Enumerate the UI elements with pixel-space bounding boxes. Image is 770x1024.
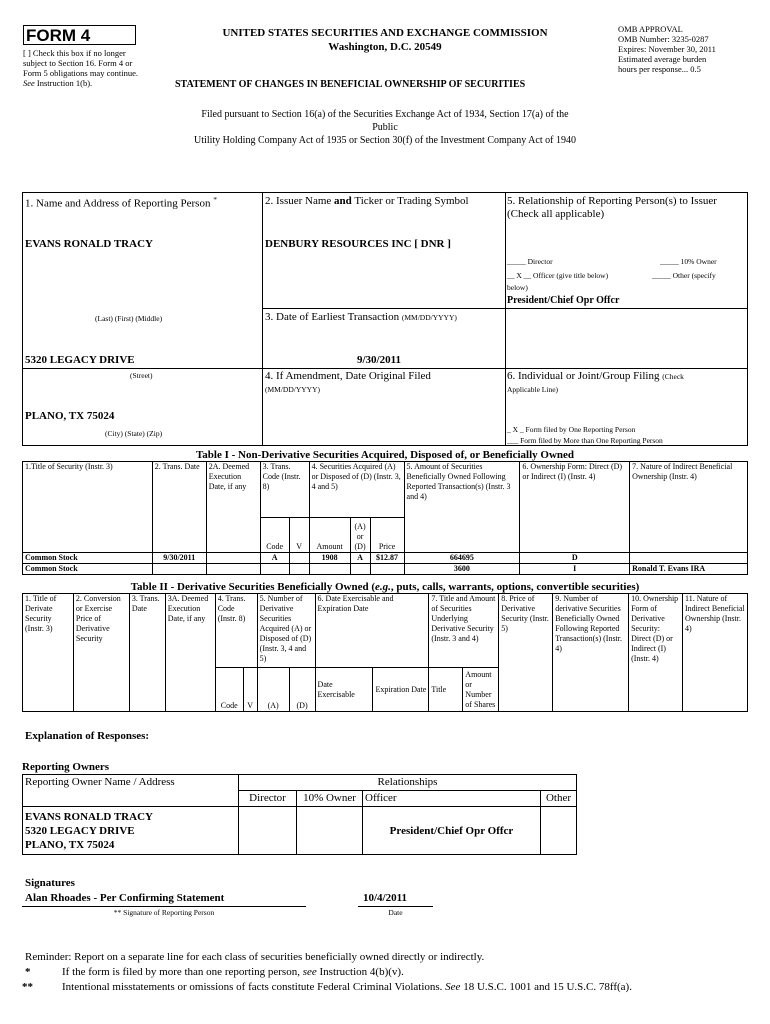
box3-label: 3. Date of Earliest Transaction (MM/DD/YYYY) <box>265 311 457 323</box>
date-label: Date <box>388 908 403 917</box>
other-below: below) <box>507 283 528 292</box>
name-parts-label: (Last) (First) (Middle) <box>95 314 163 323</box>
reporting-person-name: EVANS RONALD TRACY <box>25 238 153 250</box>
table-row: EVANS RONALD TRACY 5320 LEGACY DRIVE PLANO, TX 75024 President/Chief Opr Offcr <box>23 807 577 855</box>
signature-date: 10/4/2011 <box>363 892 408 904</box>
ten-percent-check[interactable]: _____ 10% Owner <box>660 257 717 266</box>
agency-location: Washington, D.C. 20549 <box>328 41 442 53</box>
statement-title: STATEMENT OF CHANGES IN BENEFICIAL OWNERSHIP OF SECURITIES <box>175 79 526 90</box>
explanation-heading: Explanation of Responses: <box>25 730 150 742</box>
table2: 1. Title of Derivate Security (Instr. 3) 2. Conversion or Exercise Price of Derivative Security 3. Trans. Date 3A. Deemed Execution Date, if any 4. Trans. Code (Instr. 8) 5. Number of Derivative Securities Acquired (A) or Disposed of (D) (Instr. 3, 4 and 5) 6. Date Exercisable and Expiration Date 7. Title and Amount of Securities Underlying Derivative Security (Instr. 3 and 4) 8. Price of Derivative Security (Instr. 5) 9. Number of derivative Securities Beneficially Owned Following Reported Transaction(s) (Instr. 4) 10. Ownership Form of Derivative Security: Direct (D) or Indirect (I) (Instr. 4) 11. Nature of Indirect Beneficial Ownership (Instr. 4) Code V (A) (D) Date Exercisable Expiration Date Title Amount or Number of Shares <box>22 593 748 712</box>
signer-name: Alan Rhoades - Per Confirming Statement <box>25 892 225 904</box>
omb-approval: OMB APPROVAL OMB Number: 3235-0287 Expires: November 30, 2011 Estimated average burden hours per response... 0.5 <box>618 24 716 74</box>
reminder: Reminder: Report on a separate line for each class of securities beneficially owned directly or indirectly. <box>25 951 485 963</box>
box4-label: 4. If Amendment, Date Original Filed <box>265 370 431 382</box>
multi-person-check[interactable]: ___ Form filed by More than One Reporting Person <box>507 436 663 445</box>
box6-label: 6. Individual or Joint/Group Filing (Check <box>507 370 684 382</box>
table2-title: Table II - Derivative Securities Beneficially Owned (e.g., puts, calls, warrants, options, convertible securities) <box>130 581 640 593</box>
table1-title: Table I - Non-Derivative Securities Acquired, Disposed of, or Beneficially Owned <box>195 449 575 461</box>
director-check[interactable]: _____ Director <box>507 257 553 266</box>
issuer-name: DENBURY RESOURCES INC [ DNR ] <box>265 238 451 250</box>
footnote-1: If the form is filed by more than one reporting person, see Instruction 4(b)(v). <box>62 966 404 978</box>
signature-label: ** Signature of Reporting Person <box>113 908 215 917</box>
filed-pursuant: Filed pursuant to Section 16(a) of the Securities Exchange Act of 1934, Section 17(a) of the Public Utility Holding Company Act of 1935 or Section 30(f) of the Investment Company Act of 1940 <box>194 109 576 146</box>
box4-format: (MM/DD/YYYY) <box>265 385 320 394</box>
box5-label: 5. Relationship of Reporting Person(s) to Issuer (Check all applicable) <box>507 195 717 220</box>
box1-label: 1. Name and Address of Reporting Person * <box>25 195 217 210</box>
box6-label-b: Applicable Line) <box>507 385 559 394</box>
table-row: Common Stock 3600 I Ronald T. Evans IRA <box>23 564 748 575</box>
table-row: Common Stock 9/30/2011 A 1908 A $12.87 664695 D <box>23 553 748 564</box>
owners-heading: Reporting Owners <box>22 761 110 773</box>
reporting-person-city: PLANO, TX 75024 <box>25 410 115 422</box>
reporting-owners-table: Reporting Owner Name / Address Relationships Director 10% Owner Officer Other EVANS RONALD TRACY 5320 LEGACY DRIVE PLANO, TX 75024 President/Chief Opr Offcr <box>22 774 577 855</box>
table1: 1.Title of Security (Instr. 3) 2. Trans. Date 2A. Deemed Execution Date, if any 3. Trans. Code (Instr. 8) 4. Securities Acquired (A) or Disposed of (D) (Instr. 3, 4 and 5) 5. Amount of Securities Beneficially Owned Following Reported Transaction(s) (Instr. 3 and 4) 6. Ownership Form: Direct (D) or Indirect (I) (Instr. 4) 7. Nature of Indirect Beneficial Ownership (Instr. 4) Code V Amount (A) or (D) Price Common Stock 9/30/2011 A 1908 A $12.87 664695 D Common Stock 3600 I Ronald T. Evans IRA <box>22 461 748 575</box>
footnote-double-star: ** <box>22 981 33 993</box>
footnote-2: Intentional misstatements or omissions of facts constitute Federal Criminal Violations. See 18 U.S.C. 1001 and 15 U.S.C. 78ff(a). <box>62 981 632 993</box>
city-label: (City) (State) (Zip) <box>105 429 163 438</box>
other-check[interactable]: _____ Other (specify <box>652 271 716 280</box>
signatures-heading: Signatures <box>25 877 75 889</box>
earliest-transaction-date: 9/30/2011 <box>357 354 402 366</box>
officer-title: President/Chief Opr Offcr <box>507 295 620 306</box>
reporting-person-street: 5320 LEGACY DRIVE <box>25 354 135 366</box>
officer-check[interactable]: __ X __ Officer (give title below) <box>507 271 609 280</box>
footnote-star: * <box>25 966 31 978</box>
street-label: (Street) <box>130 371 153 380</box>
one-person-check[interactable]: _ X _ Form filed by One Reporting Person <box>507 425 636 434</box>
checkbox-note: [ ] Check this box if no longer subject to Section 16. Form 4 or Form 5 obligations may continue. See Instruction 1(b). <box>23 48 138 88</box>
form-title: FORM 4 <box>23 25 136 45</box>
agency-name: UNITED STATES SECURITIES AND EXCHANGE COMMISSION <box>222 27 548 39</box>
box2-label: 2. Issuer Name and Ticker or Trading Symbol <box>265 195 469 207</box>
